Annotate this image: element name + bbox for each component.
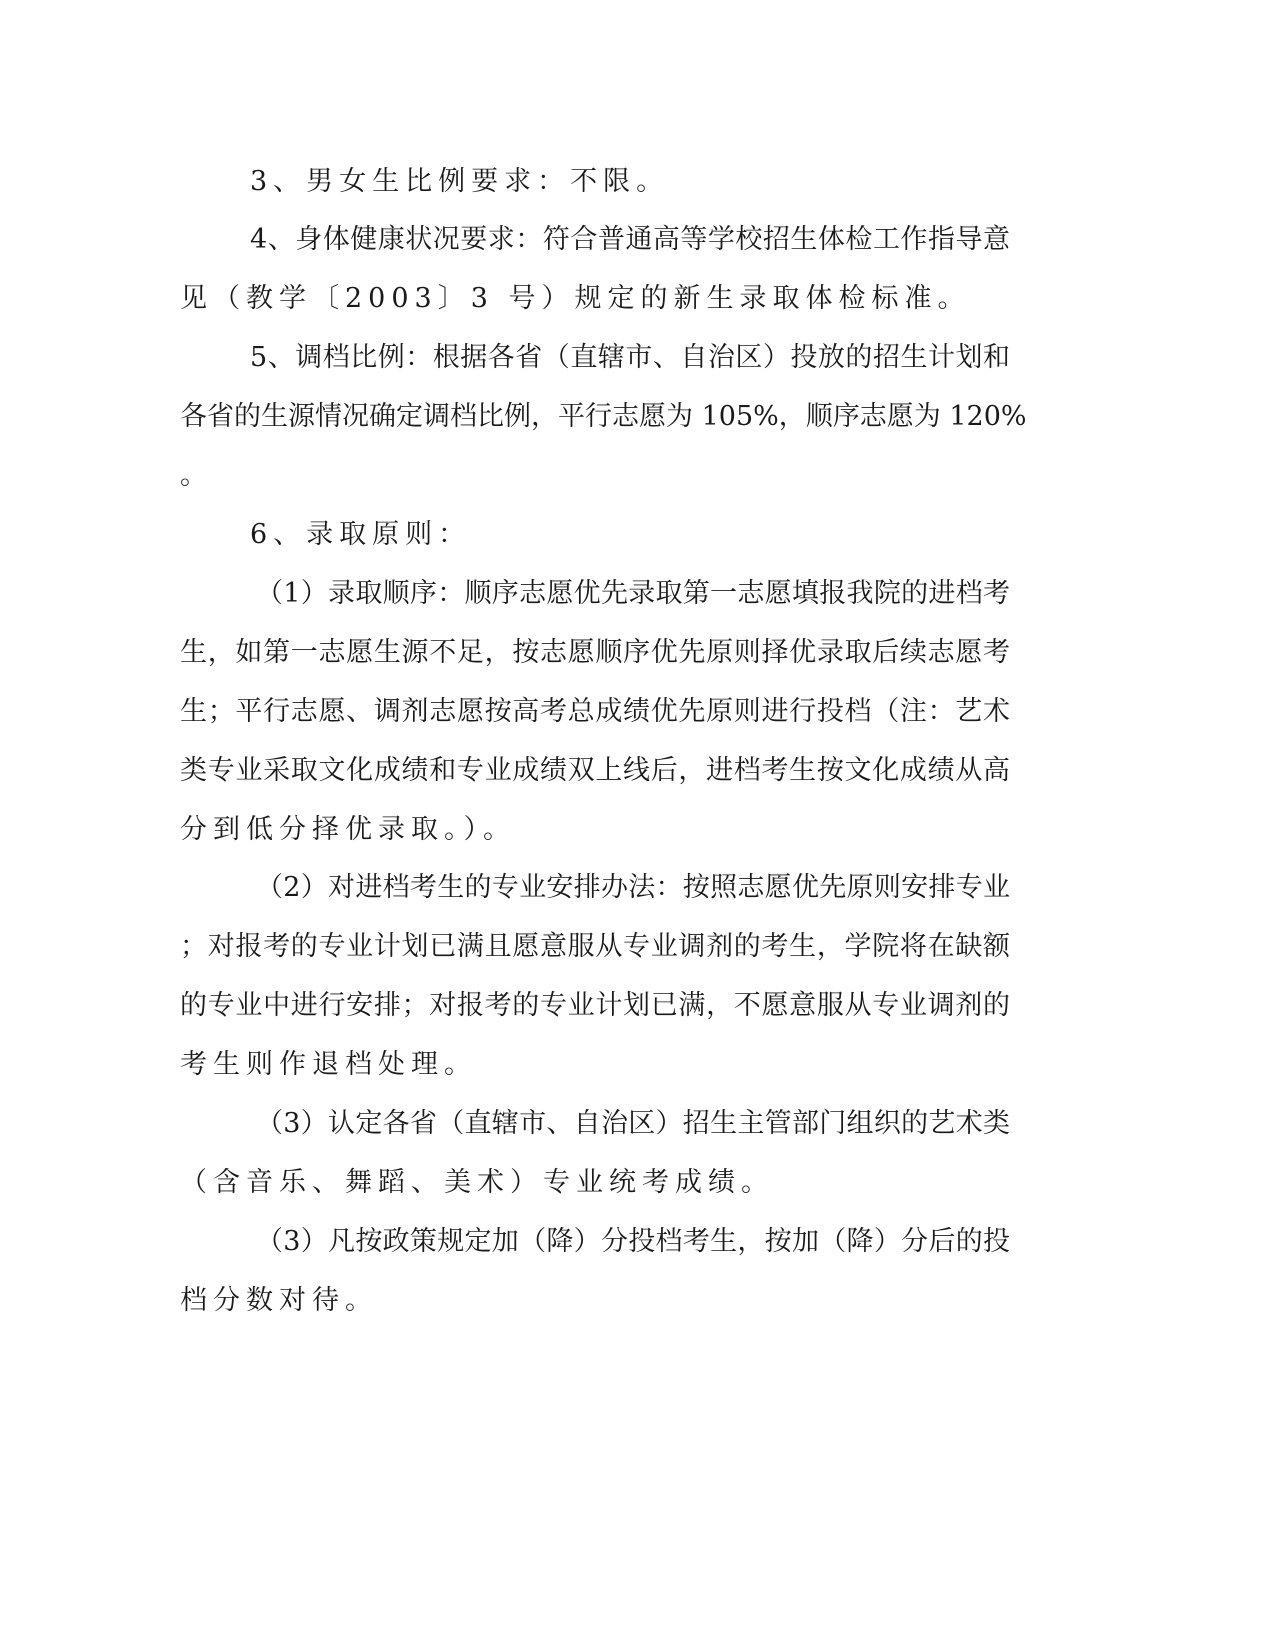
paragraph-5-line-3: 。	[180, 460, 213, 491]
paragraph-4-line-1: 4、身体健康状况要求：符合普通高等学校招生体检工作指导意	[250, 224, 1010, 255]
item-1-line-1: （1）录取顺序：顺序志愿优先录取第一志愿填报我院的进档考	[256, 578, 1010, 609]
paragraph-5-line-2: 各省的生源情况确定调档比例，平行志愿为 105%，顺序志愿为 120%	[180, 401, 1027, 432]
paragraph-6-heading: 6、录取原则：	[250, 519, 472, 550]
item-1-line-2: 生，如第一志愿生源不足，按志愿顺序优先原则择优录取后续志愿考	[180, 637, 1010, 668]
item-3b-line-1: （3）凡按政策规定加（降）分投档考生，按加（降）分后的投	[256, 1226, 1010, 1257]
item-2-line-2: ；对报考的专业计划已满且愿意服从专业调剂的考生，学院将在缺额	[180, 931, 1010, 962]
item-2-line-1: （2）对进档考生的专业安排办法：按照志愿优先原则安排专业	[256, 872, 1010, 903]
paragraph-3-line-1: 3、男女生比例要求：不限。	[250, 166, 670, 197]
item-2-line-3: 的专业中进行安排；对报考的专业计划已满，不愿意服从专业调剂的	[180, 990, 1010, 1021]
item-2-line-4: 考生则作退档处理。	[180, 1049, 477, 1080]
item-1-line-3: 生；平行志愿、调剂志愿按高考总成绩优先原则进行投档（注：艺术	[180, 696, 1010, 727]
item-3a-line-2: （含音乐、舞蹈、美术）专业统考成绩。	[180, 1167, 774, 1198]
item-1-line-4: 类专业采取文化成绩和专业成绩双上线后，进档考生按文化成绩从高	[180, 755, 1010, 786]
item-1-line-5: 分到低分择优录取。）。	[180, 814, 516, 845]
item-3b-line-2: 档分数对待。	[180, 1285, 378, 1316]
item-3a-line-1: （3）认定各省（直辖市、自治区）招生主管部门组织的艺术类	[256, 1108, 1010, 1139]
paragraph-4-line-2: 见（教学〔2003〕3 号）规定的新生录取体检标准。	[180, 283, 971, 314]
paragraph-5-line-1: 5、调档比例：根据各省（直辖市、自治区）投放的招生计划和	[250, 342, 1010, 373]
